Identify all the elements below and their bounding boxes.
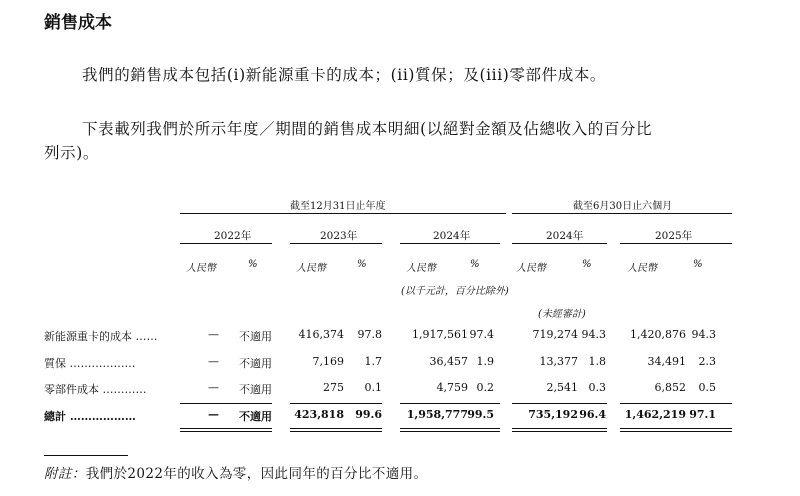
table-row-cell: 1.7 (364, 355, 382, 368)
footnote-divider (44, 455, 128, 456)
subheader-amount: 人民幣 (186, 263, 216, 274)
table-row-cell: 2.3 (698, 355, 716, 368)
footnote-text: 我們於2022年的收入為零，因此同年的百分比不適用。 (85, 466, 428, 482)
table-row-cell: 1.9 (476, 355, 494, 368)
year-rule-2024-half (512, 243, 607, 244)
group-header-year: 截至12月31日止年度 (290, 201, 386, 212)
table-row-cell: 275 (323, 381, 344, 394)
table-row-cell: 不適用 (239, 357, 272, 370)
subtotal-rule (180, 403, 272, 404)
year-2022: 2022年 (214, 230, 252, 242)
total-row-cell: 735,192 (528, 408, 578, 421)
table-row-cell: 0.5 (698, 381, 716, 394)
subheader-amount: 人民幣 (516, 263, 546, 274)
subheader-pct: % (693, 259, 703, 270)
subheader-pct: % (357, 259, 367, 270)
subheader-pct: % (582, 259, 592, 270)
subtotal-rule (400, 403, 500, 404)
subheader-amount: 人民幣 (406, 263, 436, 274)
group-header-half: 截至6月30日止六個月 (573, 201, 673, 212)
total-double-rule (290, 428, 382, 429)
table-row-cell: 不適用 (239, 383, 272, 396)
total-double-rule (620, 431, 732, 432)
subheader-amount: 人民幣 (296, 263, 326, 274)
section-heading: 銷售成本 (44, 13, 112, 33)
total-row-cell: 不適用 (239, 410, 272, 423)
table-row-cell: 7,169 (312, 355, 344, 368)
table-intro-line-1: 下表載列我們於所示年度／期間的銷售成本明細(以絕對金額及佔總收入的百分比 (82, 120, 653, 138)
total-row-cell: 96.4 (579, 408, 606, 421)
total-double-rule (620, 428, 732, 429)
table-row-cell: 不適用 (239, 330, 272, 343)
table-row-cell: 0.2 (476, 381, 494, 394)
table-row-label: 新能源重卡的成本 …… (44, 330, 158, 343)
total-row-cell: 99.5 (467, 408, 494, 421)
total-double-rule (180, 431, 272, 432)
total-double-rule (512, 431, 607, 432)
table-row-label: 零部件成本 ………… (44, 383, 147, 396)
year-2024-half: 2024年 (546, 230, 584, 242)
footnote-label: 附註： (44, 466, 86, 482)
year-2024: 2024年 (433, 230, 471, 242)
subtotal-rule (512, 403, 607, 404)
year-rule-2022 (180, 243, 272, 244)
table-row-cell: 97.4 (469, 328, 494, 341)
total-double-rule (180, 428, 272, 429)
table-row-cell: 2,541 (546, 381, 578, 394)
table-row-cell: 34,491 (647, 355, 686, 368)
table-row-cell: 416,374 (298, 328, 344, 341)
total-double-rule (512, 428, 607, 429)
total-row-cell: 1,462,219 (624, 408, 686, 421)
group-rule-year (180, 213, 506, 214)
year-rule-2025-half (620, 243, 732, 244)
subtotal-rule (290, 403, 382, 404)
table-row-cell: 36,457 (429, 355, 468, 368)
table-row-cell: 719,274 (532, 328, 578, 341)
total-double-rule (290, 431, 382, 432)
subtotal-rule (620, 403, 732, 404)
table-row-cell: 97.8 (357, 328, 382, 341)
footnote (44, 462, 427, 482)
total-row-cell: 99.6 (355, 408, 382, 421)
total-row-cell: 1,958,777 (406, 408, 468, 421)
subheader-pct: % (470, 259, 480, 270)
table-row-cell: 13,377 (539, 355, 578, 368)
table-row-cell: 1.8 (588, 355, 606, 368)
intro-paragraph: 我們的銷售成本包括(i)新能源重卡的成本；(ii)質保；及(iii)零部件成本。 (82, 66, 607, 84)
table-row-cell: — (208, 355, 219, 368)
table-row-cell: 0.1 (364, 381, 382, 394)
table-row-cell: — (208, 328, 219, 341)
total-double-rule (400, 428, 500, 429)
table-row-cell: 4,759 (436, 381, 468, 394)
total-row-cell: — (208, 408, 219, 421)
table-row-cell: 1,917,561 (412, 328, 468, 341)
table-row-cell: 6,852 (654, 381, 686, 394)
table-row-cell: 1,420,876 (630, 328, 686, 341)
unaudited-note: (未經審計) (538, 309, 586, 320)
unit-note: (以千元計，百分比除外) (401, 286, 509, 297)
group-rule-half (512, 213, 732, 214)
total-row-cell: 97.1 (689, 408, 716, 421)
year-2025-half: 2025年 (655, 230, 693, 242)
year-2023: 2023年 (320, 230, 358, 242)
total-row-label: 總計 ……………… (44, 410, 136, 423)
table-row-cell: 0.3 (588, 381, 606, 394)
total-row-cell: 423,818 (294, 408, 344, 421)
table-row-label: 質保 ……………… (44, 357, 136, 370)
subheader-pct: % (248, 259, 258, 270)
year-rule-2023 (290, 243, 382, 244)
subheader-amount: 人民幣 (627, 263, 657, 274)
total-double-rule (400, 431, 500, 432)
table-row-cell: — (208, 381, 219, 394)
year-rule-2024 (400, 243, 500, 244)
table-intro-line-2: 列示)。 (44, 144, 99, 162)
table-row-cell: 94.3 (581, 328, 606, 341)
table-row-cell: 94.3 (691, 328, 716, 341)
